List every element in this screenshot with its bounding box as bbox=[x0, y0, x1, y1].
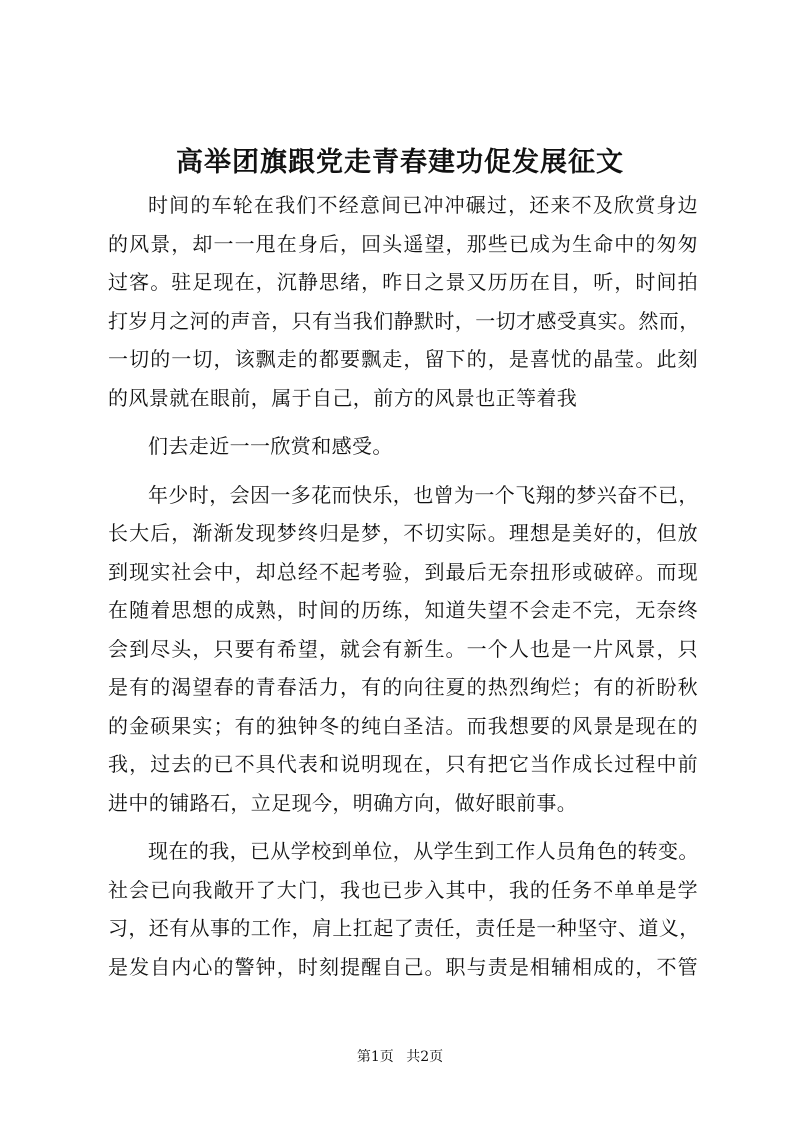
paragraph-3-line: 到现实社会中，却总经不起考验，到最后无奈扭形或破碎。而现 bbox=[108, 559, 698, 584]
paragraph-3-line: 进中的铺路石，立足现今，明确方向，做好眼前事。 bbox=[108, 790, 578, 815]
paragraph-4-line: 习，还有从事的工作，肩上扛起了责任，责任是一种坚守、道义， bbox=[108, 916, 700, 940]
paragraph-4-line: 是发自内心的警钟，时刻提醒自己。职与责是相辅相成的，不管 bbox=[108, 954, 698, 979]
paragraph-3-line: 年少时，会因一多花而快乐，也曾为一个飞翔的梦兴奋不已， bbox=[148, 482, 699, 507]
paragraph-1-line: 的风景，却一一甩在身后，回头遥望，那些已成为生命中的匆匆 bbox=[108, 231, 698, 256]
paragraph-3-line: 在随着思想的成熟，时间的历练，知道失望不会走不完，无奈终 bbox=[108, 598, 698, 622]
paragraph-1-line: 过客。驻足现在，沉静思绪，昨日之景又历历在目，听，时间拍 bbox=[108, 270, 698, 294]
paragraph-1-line: 的风景就在眼前，属于自己，前方的风景也正等着我 bbox=[108, 385, 578, 410]
paragraph-2-line: 们去走近一一欣赏和感受。 bbox=[148, 434, 393, 458]
paragraph-1-line: 一切的一切，该飘走的都要飘走，留下的，是喜忧的晶莹。此刻 bbox=[108, 347, 698, 371]
paragraph-3-line: 是有的渴望春的青春活力，有的向往夏的热烈绚烂；有的祈盼秋 bbox=[108, 675, 698, 699]
page-number: 第1页 bbox=[356, 1049, 394, 1065]
paragraph-3-line: 的金硕果实；有的独钟冬的纯白圣洁。而我想要的风景是现在的 bbox=[108, 713, 698, 738]
paragraph-3-line: 我，过去的已不具代表和说明现在，只有把它当作成长过程中前 bbox=[108, 752, 698, 776]
page-total: 共2页 bbox=[406, 1049, 444, 1065]
document-body bbox=[108, 186, 698, 986]
paragraph-4-line: 社会已向我敞开了大门，我也已步入其中，我的任务不单单是学 bbox=[108, 877, 698, 902]
paragraph-1-line: 打岁月之河的声音，只有当我们静默时，一切才感受真实。然而， bbox=[108, 308, 700, 333]
paragraph-4-line: 现在的我，已从学校到单位，从学生到工作人员角色的转变。 bbox=[148, 839, 699, 863]
page-footer bbox=[0, 1046, 800, 1066]
paragraph-1-line: 时间的车轮在我们不经意间已冲冲碾过，还来不及欣赏身边 bbox=[148, 193, 698, 217]
document-title: 高举团旗跟党走青春建功促发展征文 bbox=[176, 147, 624, 178]
paragraph-3-line: 会到尽头，只要有希望，就会有新生。一个人也是一片风景，只 bbox=[108, 636, 698, 661]
paragraph-3-line: 长大后，渐渐发现梦终归是梦，不切实际。理想是美好的，但放 bbox=[108, 521, 698, 545]
